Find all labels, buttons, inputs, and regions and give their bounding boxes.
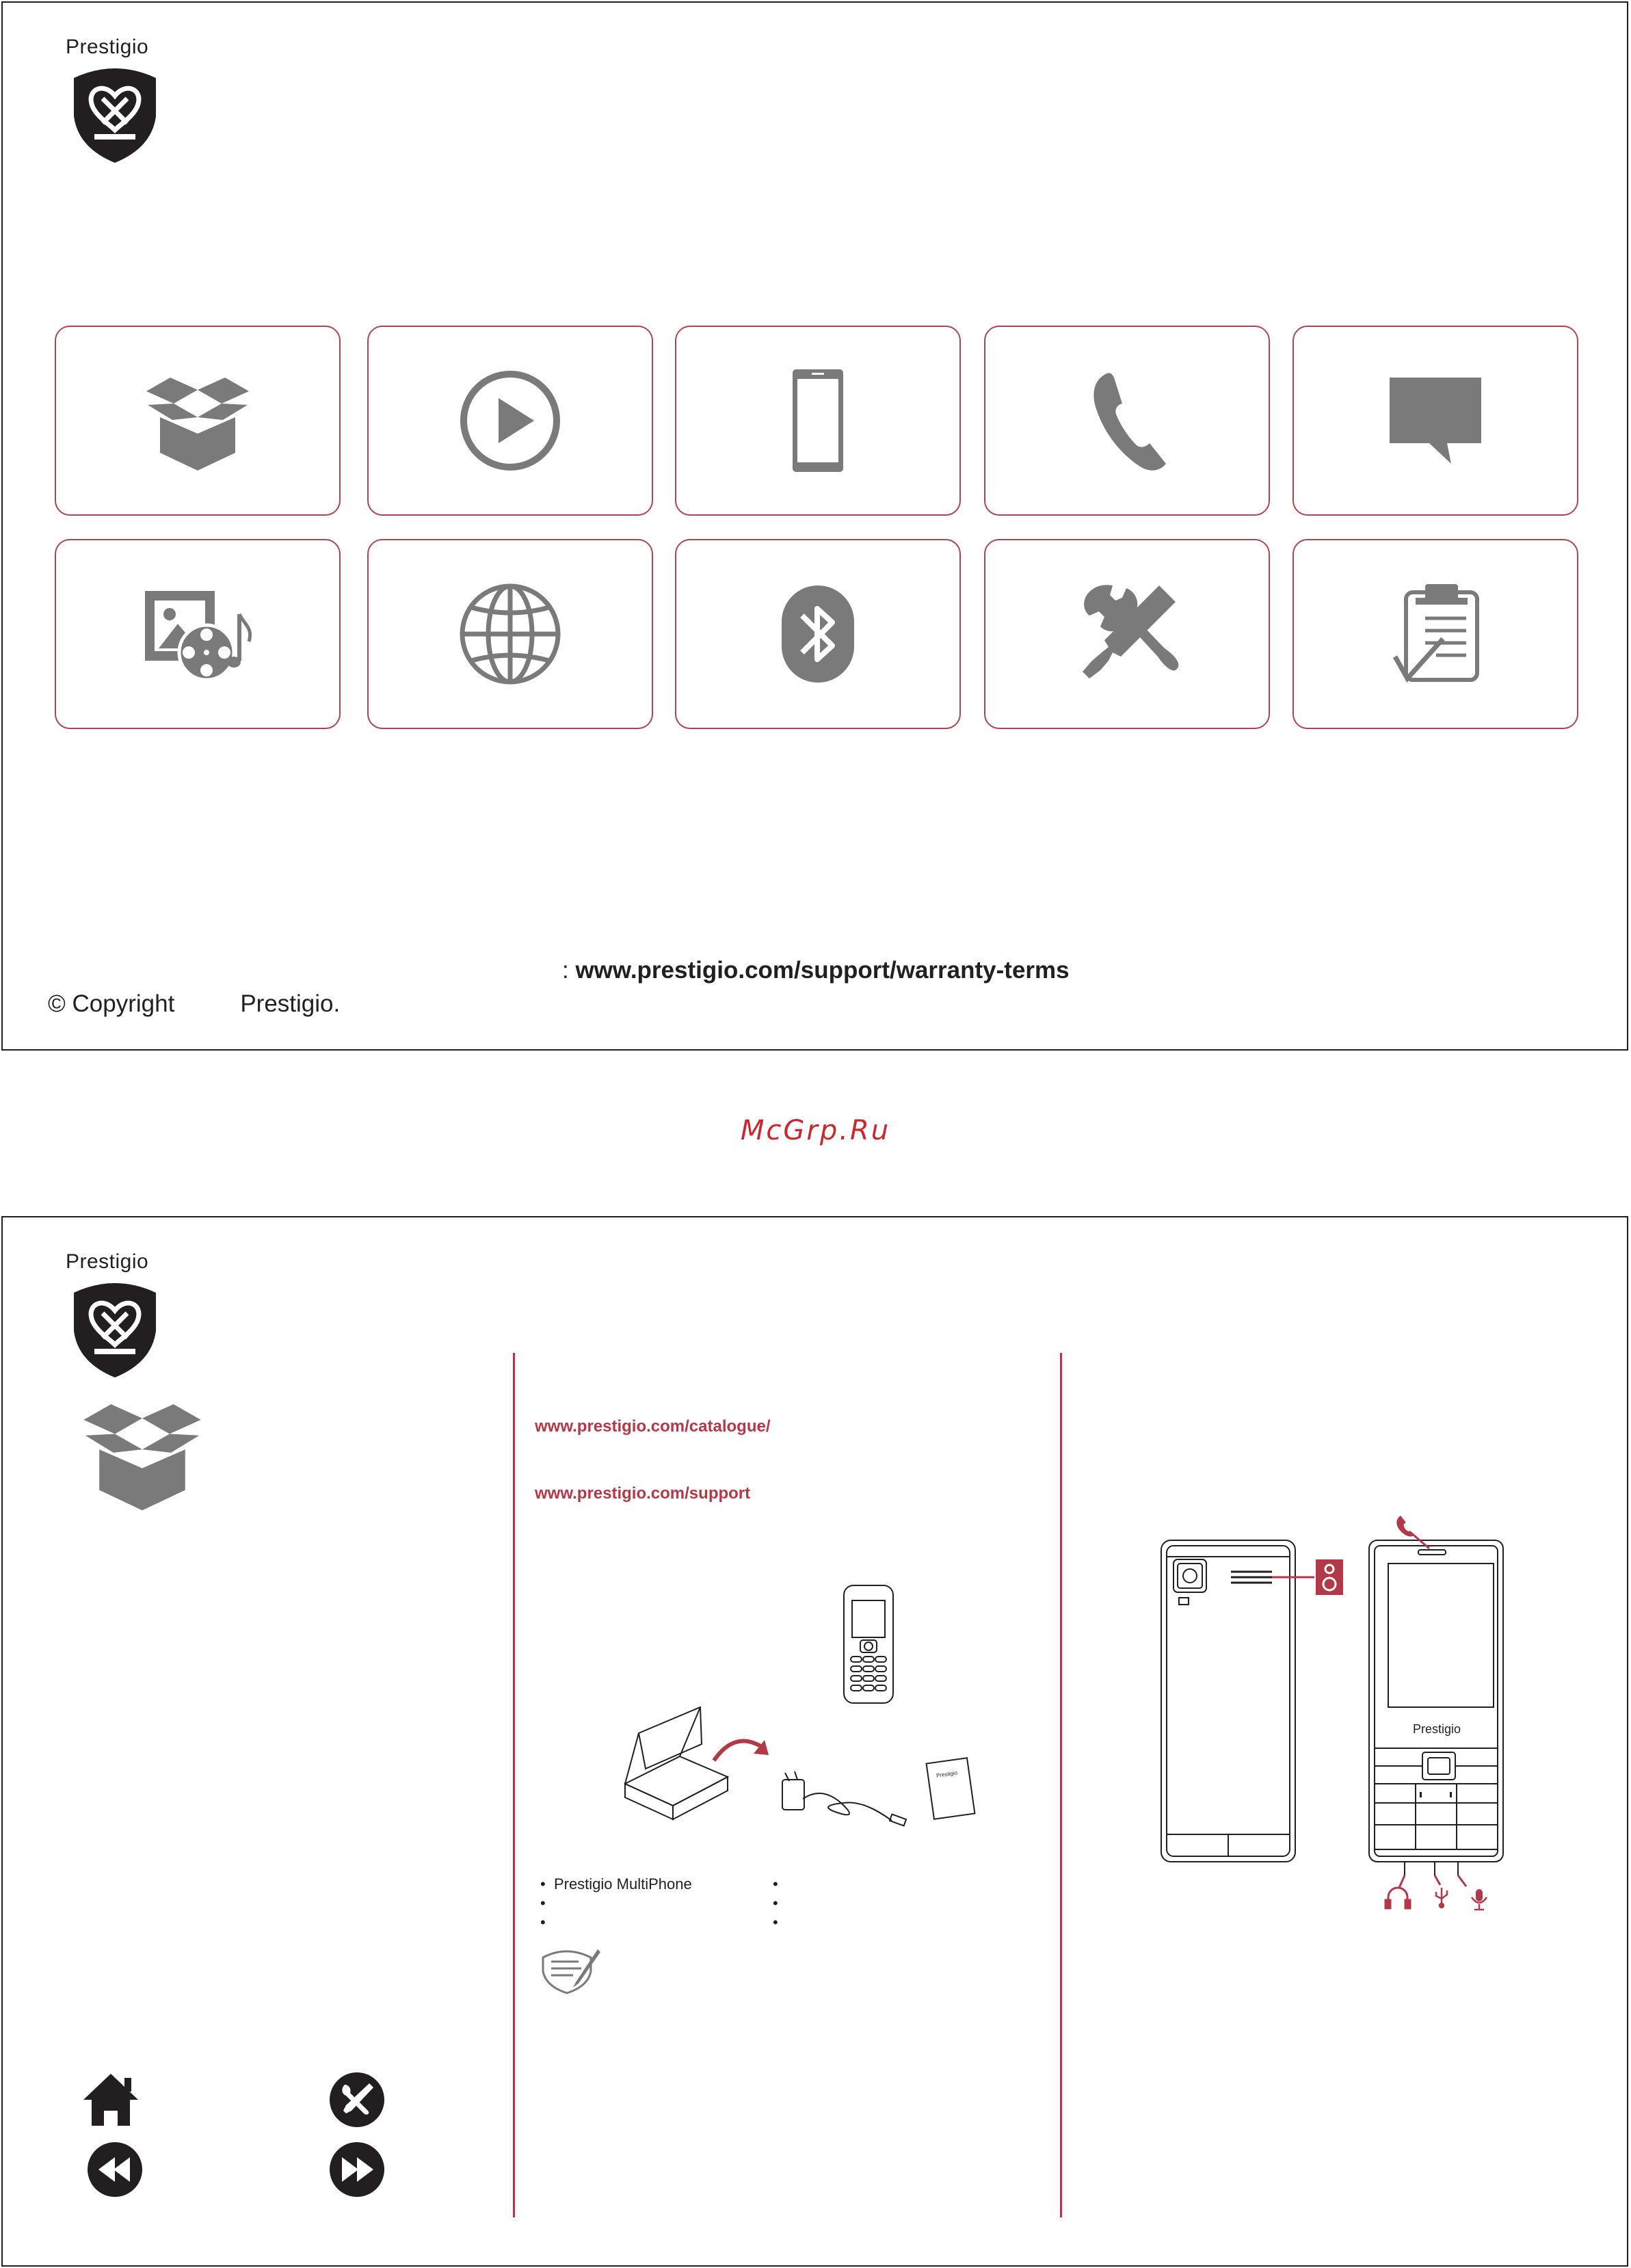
phone-device-icon xyxy=(760,362,876,479)
open-box-drawing xyxy=(625,1707,728,1819)
page-package-contents xyxy=(1,1216,1628,2267)
brand-wordmark: Prestigio xyxy=(66,36,149,58)
phone-drawing xyxy=(844,1585,893,1703)
tile-multimedia[interactable] xyxy=(55,539,341,729)
copyright-line xyxy=(48,990,340,1018)
package-illustration xyxy=(618,1580,1001,1867)
prestigio-logo-icon xyxy=(70,1278,160,1380)
package-item-6: • xyxy=(773,1914,778,1931)
warranty-line xyxy=(562,957,1070,984)
box-icon xyxy=(140,362,256,479)
catalogue-link[interactable]: www.prestigio.com/catalogue/ xyxy=(535,1417,771,1436)
phone-layout-diagram xyxy=(1152,1512,1521,1915)
multimedia-icon xyxy=(140,576,256,692)
tile-internet[interactable] xyxy=(367,539,653,729)
phone-back-drawing xyxy=(1161,1540,1295,1862)
package-item-2: • xyxy=(540,1895,546,1912)
package-item-phone: Prestigio MultiPhone xyxy=(553,1875,692,1893)
tile-bluetooth[interactable] xyxy=(675,539,961,729)
tile-phone-basics[interactable] xyxy=(675,326,961,516)
microphone-icon xyxy=(1472,1889,1487,1910)
brand-wordmark-2: Prestigio xyxy=(66,1250,149,1273)
play-icon xyxy=(452,362,568,479)
globe-icon xyxy=(452,576,568,692)
tile-settings-tools[interactable] xyxy=(984,539,1270,729)
bluetooth-icon xyxy=(760,576,876,692)
message-icon xyxy=(1377,362,1494,479)
copyright-company: Prestigio. xyxy=(240,990,341,1017)
usb-icon xyxy=(1436,1888,1447,1908)
copyright-label: © Copyright xyxy=(48,990,175,1017)
column-divider-right xyxy=(1060,1353,1062,2217)
package-item-5: • xyxy=(773,1895,778,1912)
manual-brand-label: Prestigio xyxy=(936,1769,958,1779)
clipboard-check-icon xyxy=(1377,576,1494,692)
package-item-3: • xyxy=(540,1914,546,1931)
package-item-1: • Prestigio MultiPhone xyxy=(540,1875,692,1893)
prestigio-logo-icon xyxy=(70,63,160,166)
tile-specifications[interactable] xyxy=(1292,539,1578,729)
call-icon xyxy=(1069,362,1185,479)
column-divider-left xyxy=(513,1353,515,2217)
headphone-icon xyxy=(1385,1888,1410,1908)
fast-forward-icon[interactable] xyxy=(328,2141,386,2198)
speaker-icon xyxy=(1316,1559,1343,1595)
tile-calls[interactable] xyxy=(984,326,1270,516)
package-item-4: • xyxy=(773,1875,778,1893)
earpiece-icon xyxy=(1396,1516,1429,1548)
warranty-link[interactable]: www.prestigio.com/support/warranty-terms xyxy=(575,957,1070,984)
watermark-text: McGrp.Ru xyxy=(740,1115,891,1146)
page-cover xyxy=(1,1,1628,1051)
phone-brand-label: Prestigio xyxy=(1413,1722,1461,1736)
charger-drawing xyxy=(782,1771,906,1825)
tile-package-contents[interactable] xyxy=(55,326,341,516)
tile-messages[interactable] xyxy=(1292,326,1578,516)
rewind-icon[interactable] xyxy=(86,2141,144,2198)
warranty-prefix: : xyxy=(562,957,576,984)
phone-front-drawing xyxy=(1369,1540,1503,1862)
note-icon xyxy=(540,1947,602,1994)
manual-drawing xyxy=(927,1758,975,1819)
support-link[interactable]: www.prestigio.com/support xyxy=(535,1484,751,1503)
box-icon xyxy=(68,1387,216,1520)
tile-getting-started[interactable] xyxy=(367,326,653,516)
tools-icon[interactable] xyxy=(328,2071,386,2128)
home-icon[interactable] xyxy=(82,2071,140,2128)
tools-icon xyxy=(1069,576,1185,692)
